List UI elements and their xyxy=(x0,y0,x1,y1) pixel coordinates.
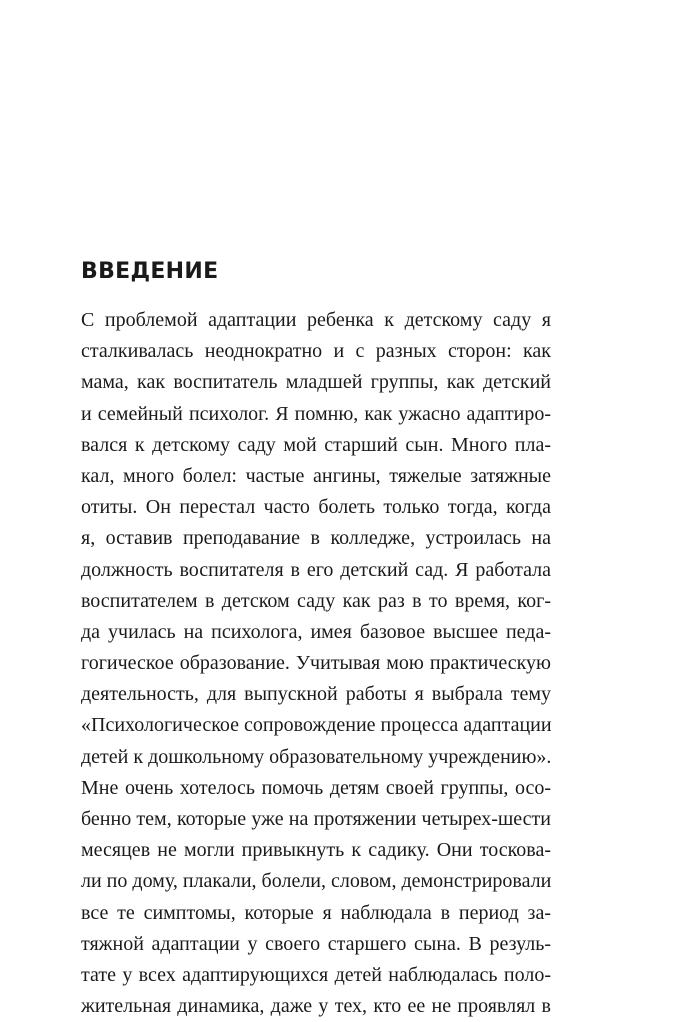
text-line: гогическое образование. Учитывая мою практическую xyxy=(81,652,551,675)
text-line: должность воспитателя в его детский сад. Я работала xyxy=(81,558,551,581)
text-line: деятельность, для выпускной работы я выбрала тему xyxy=(81,683,551,706)
text-line: Мне очень хотелось помочь детям своей группы, осо- xyxy=(81,776,551,799)
text-line: детей к дошкольному образовательному учреждению». xyxy=(81,745,552,768)
text-line: тате у всех адаптирующихся детей наблюдалась поло- xyxy=(81,963,551,986)
text-line: С проблемой адаптации ребенка к детскому саду я xyxy=(81,309,551,331)
text-line: и семейный психолог. Я помню, как ужасно адаптиро- xyxy=(81,402,551,425)
text-line: «Психологическое сопровождение процесса адаптации xyxy=(81,714,552,737)
text-line: кал, много болел: частые ангины, тяжелые затяжные xyxy=(81,464,551,487)
text-line: вался к детскому саду мой старший сын. Много пла- xyxy=(81,433,551,456)
text-line: воспитателем в детском саду как раз в то время, ког- xyxy=(81,589,551,612)
text-line: мама, как воспитатель младшей группы, как детский xyxy=(81,371,551,394)
text-line: жительная динамика, даже у тех, кто ее не проявлял в xyxy=(81,995,551,1018)
text-line: все те симптомы, которые я наблюдала в период за- xyxy=(81,901,551,924)
chapter-heading: ВВЕДЕНИЕ xyxy=(81,259,219,284)
text-line: да училась на психолога, имея базовое высшее педа- xyxy=(81,620,551,643)
text-line: я, оставив преподавание в колледже, устроилась на xyxy=(81,527,551,550)
text-line: тяжной адаптации у своего старшего сына. В резуль- xyxy=(81,932,551,955)
text-line: месяцев не могли привыкнуть к садику. Они тоскова- xyxy=(81,839,551,862)
text-line: отиты. Он перестал часто болеть только тогда, когда xyxy=(81,496,551,519)
text-line: ли по дому, плакали, болели, словом, демонстрировали xyxy=(81,870,552,893)
text-line: бенно тем, которые уже на протяжении четырех-шести xyxy=(81,808,551,830)
body-paragraph xyxy=(81,305,551,1022)
text-line: сталкивалась неоднократно и с разных сторон: как xyxy=(81,340,551,363)
